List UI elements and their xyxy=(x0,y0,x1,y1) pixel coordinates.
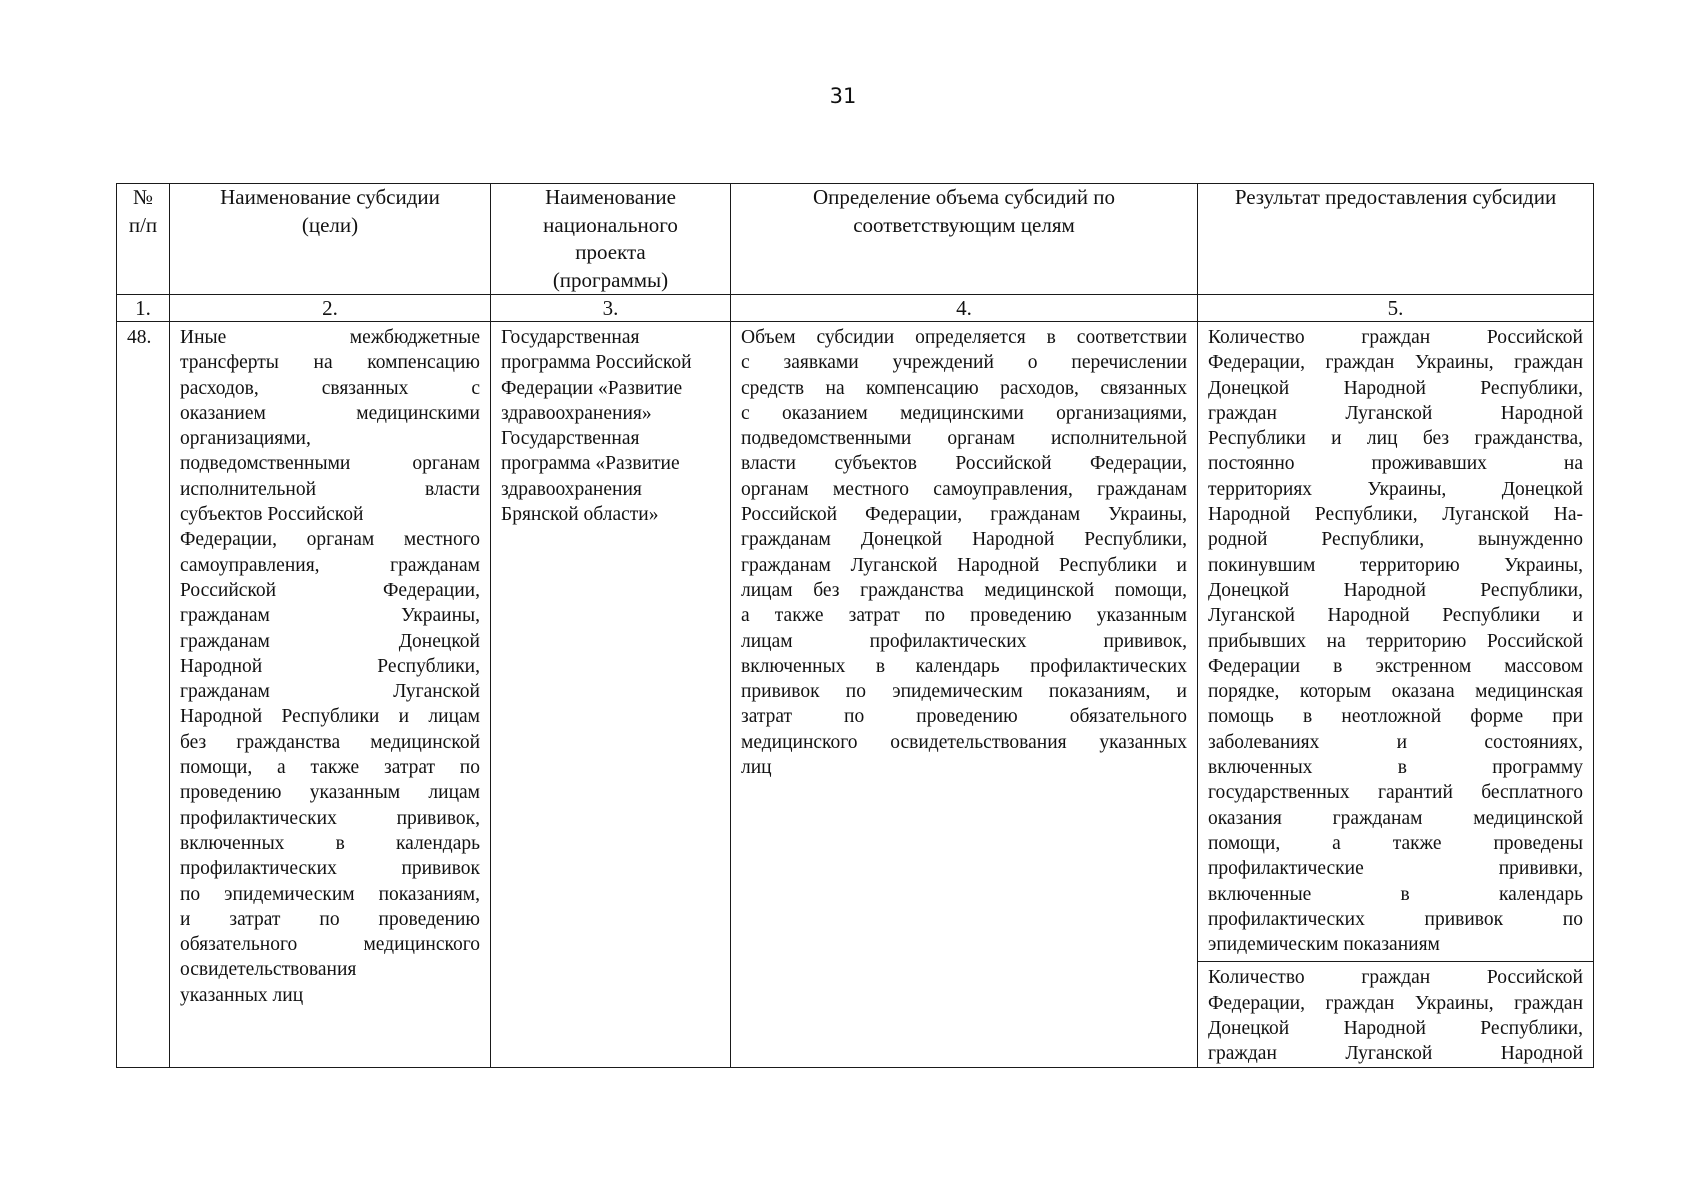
text-line: здравоохранения» xyxy=(501,402,652,424)
table-header-row xyxy=(117,184,1594,295)
header-project-name: Наименование национального проекта (программы) xyxy=(491,184,731,295)
text-line: трансферты на компенсацию xyxy=(180,352,480,374)
column-number-2: 2. xyxy=(170,295,491,322)
text-line: Иные межбюджетные xyxy=(180,327,480,348)
text-line: включенные в календарь xyxy=(1208,883,1583,905)
text-line: Федерации «Развитие xyxy=(501,377,683,399)
volume-definition-cell xyxy=(731,322,1198,1068)
text-line: профилактических прививок по xyxy=(1208,908,1583,930)
result-cell xyxy=(1198,322,1594,1068)
text-line: а также затрат по проведению указанным xyxy=(741,605,1187,627)
text-line: постоянно проживавших на xyxy=(1208,453,1583,475)
text-line: организациями, xyxy=(180,428,311,450)
text-line: указанных лиц xyxy=(180,984,304,1006)
text-line: с оказанием медицинскими организациями, xyxy=(741,402,1187,424)
text-line: Российской Федерации, гражданам Украины, xyxy=(741,504,1187,526)
text-line: Луганской Народной Республики и xyxy=(1208,605,1583,627)
subsidy-name-cell xyxy=(170,322,491,1068)
text-line: Республики и лиц без гражданства, xyxy=(1208,428,1583,450)
text-line: самоуправления, гражданам xyxy=(180,554,480,576)
text-line: родной Республики, вынужденно xyxy=(1208,529,1583,551)
text-line: помощи, а также проведены xyxy=(1208,832,1583,854)
volume-definition-text xyxy=(741,325,1187,780)
row-number: 48. xyxy=(117,322,170,1068)
text-line: профилактических прививок, xyxy=(180,807,480,829)
text-line: медицинского освидетельствования указанных xyxy=(741,731,1187,753)
column-number-4: 4. xyxy=(731,295,1198,322)
subsidy-table xyxy=(116,183,1594,1068)
text-line: лицам профилактических прививок, xyxy=(741,630,1187,652)
text-line: лиц xyxy=(741,757,772,779)
header-volume-definition: Определение объема субсидий по соответствующим целям xyxy=(731,184,1198,295)
column-number-3: 3. xyxy=(491,295,731,322)
text-line: Российской Федерации, xyxy=(180,579,480,601)
text-line: Федерации, граждан Украины, граждан xyxy=(1208,352,1583,374)
table-row xyxy=(117,322,1594,1068)
text-line: помощи, а также затрат по xyxy=(180,757,480,779)
text-line: Народной Республики, Луганской На- xyxy=(1208,504,1583,526)
text-line: Народной Республики и лицам xyxy=(180,706,480,728)
text-line: порядке, которым оказана медицинская xyxy=(1208,681,1583,703)
result-text-2 xyxy=(1198,962,1593,1066)
column-number-1: 1. xyxy=(117,295,170,322)
text-line: здравоохранения xyxy=(501,478,642,500)
text-line: Брянской области» xyxy=(501,504,659,526)
text-line: органам местного самоуправления, гражданам xyxy=(741,478,1187,500)
text-line: с заявками учреждений о перечислении xyxy=(741,352,1187,374)
text-line: покинувшим территорию Украины, xyxy=(1208,554,1583,576)
text-line: эпидемическим показаниям xyxy=(1208,934,1440,956)
text-line: включенных в календарь профилактических xyxy=(741,655,1187,677)
text-line: гражданам Донецкой xyxy=(180,630,480,652)
text-line: Количество граждан Российской xyxy=(1208,327,1583,348)
text-line: Государственная xyxy=(501,327,640,348)
text-line: граждан Луганской Народной xyxy=(1208,402,1583,424)
text-line: гражданам Украины, xyxy=(180,605,480,627)
text-line: и затрат по проведению xyxy=(180,908,480,930)
text-line: профилактические прививки, xyxy=(1208,858,1583,880)
text-line: расходов, связанных с xyxy=(180,377,480,399)
text-line: Федерации, органам местного xyxy=(180,529,480,551)
text-line: Донецкой Народной Республики, xyxy=(1208,1018,1583,1040)
text-line: исполнительной власти xyxy=(180,478,480,500)
program-cell xyxy=(491,322,731,1068)
text-line: подведомственными органам xyxy=(180,453,480,475)
text-line: программа «Развитие xyxy=(501,453,680,475)
program-text xyxy=(501,325,720,527)
page-number: 31 xyxy=(829,84,857,108)
header-subsidy-name: Наименование субсидии (цели) xyxy=(170,184,491,295)
text-line: Донецкой Народной Республики, xyxy=(1208,579,1583,601)
header-result: Результат предоставления субсидии xyxy=(1198,184,1594,295)
text-line: по эпидемическим показаниям, xyxy=(180,883,480,905)
text-line: профилактических прививок xyxy=(180,858,480,880)
text-line: помощь в неотложной форме при xyxy=(1208,706,1583,728)
text-line: прививок по эпидемическим показаниям, и xyxy=(741,681,1187,703)
text-line: территориях Украины, Донецкой xyxy=(1208,478,1583,500)
text-line: Донецкой Народной Республики, xyxy=(1208,377,1583,399)
text-line: программа Российской xyxy=(501,352,692,374)
text-line: обязательного медицинского xyxy=(180,934,480,956)
text-line: проведению указанным лицам xyxy=(180,782,480,804)
text-line: гражданам Донецкой Народной Республики, xyxy=(741,529,1187,551)
text-line: прибывших на территорию Российской xyxy=(1208,630,1583,652)
text-line: власти субъектов Российской Федерации, xyxy=(741,453,1187,475)
text-line: гражданам Луганской xyxy=(180,681,480,703)
text-line: Объем субсидии определяется в соответствии xyxy=(741,327,1187,348)
text-line: оказания гражданам медицинской xyxy=(1208,807,1583,829)
text-line: Федерации в экстренном массовом xyxy=(1208,655,1583,677)
text-line: Количество граждан Российской xyxy=(1208,967,1583,989)
text-line: Народной Республики, xyxy=(180,655,480,677)
column-numbers-row xyxy=(117,295,1594,322)
text-line: оказанием медицинскими xyxy=(180,402,480,424)
text-line: включенных в календарь xyxy=(180,832,480,854)
text-line: средств на компенсацию расходов, связанных xyxy=(741,377,1187,399)
text-line: лицам без гражданства медицинской помощи, xyxy=(741,579,1187,601)
text-line: заболеваниях и состояниях, xyxy=(1208,731,1583,753)
text-line: затрат по проведению обязательного xyxy=(741,706,1187,728)
text-line: Федерации, граждан Украины, граждан xyxy=(1208,992,1583,1014)
text-line: государственных гарантий бесплатного xyxy=(1208,782,1583,804)
text-line: гражданам Луганской Народной Республики и xyxy=(741,554,1187,576)
text-line: без гражданства медицинской xyxy=(180,731,480,753)
text-line: подведомственными органам исполнительной xyxy=(741,428,1187,450)
header-number: № п/п xyxy=(117,184,170,295)
text-line: граждан Луганской Народной xyxy=(1208,1043,1583,1065)
subsidy-name-text xyxy=(180,325,480,1008)
column-number-5: 5. xyxy=(1198,295,1594,322)
text-line: Государственная xyxy=(501,428,640,450)
text-line: освидетельствования xyxy=(180,959,357,981)
text-line: субъектов Российской xyxy=(180,504,364,526)
text-line: включенных в программу xyxy=(1208,757,1583,779)
result-text-1 xyxy=(1198,322,1593,962)
